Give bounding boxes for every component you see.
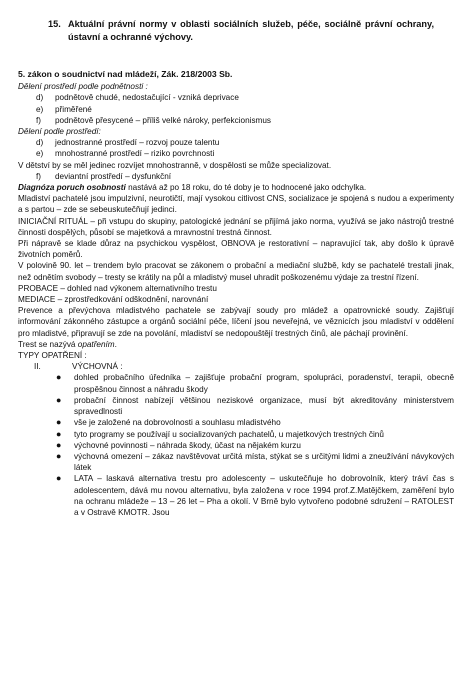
bullet-icon: ●: [56, 450, 62, 461]
paragraph-polovine: V polovině 90. let – trendem bylo pracovat se zákonem o probační a mediační službě, kdy se pachatelé trestali jinak, než odnětím svobody – tresty se krátily na půl a mladistvý musel uhradit poškozenému výdaje za trestní řízení.: [18, 261, 454, 282]
trest-lead: Trest se nazývá: [18, 339, 78, 349]
list-item-text: LATA – laskavá alternativa trestu pro adolescenty – uskutečňuje ho dobrovolník, který tráví čas s adolescentem, dává mu novou alternativu, byla založena v roce 1994 prof.Z.Matějčkem, zaměření bylo na ochranu mládeže – 13 – 26 let – Pha a okolí. V Brně bylo vytvořeno podobné sdružení – RATOLEST a v Ostravě KMOTR. Jsou: [74, 474, 454, 517]
list-item-label: e): [36, 104, 44, 114]
list-item: [18, 115, 454, 126]
list-item: [18, 92, 454, 103]
paragraph-mediace: MEDIACE – zprostředkování odškodnění, narovnání: [18, 295, 209, 305]
paragraph-trest: [18, 339, 454, 350]
list-item-label: e): [36, 149, 44, 159]
section-title: 5. zákon o soudnictví nad mládeží, Zák. 218/2003 Sb.: [18, 69, 233, 79]
list-item-label: f): [36, 171, 42, 181]
bullet-icon: ●: [56, 428, 62, 439]
paragraph-detstvi: V dětství by se měl jedinec rozvíjet mnohostranně, v dospělosti se může specializovat.: [18, 160, 332, 170]
list-item: [18, 440, 454, 451]
diagnoza-rest: nastává až po 18 roku, do té doby je to hodnocené jako odchylka.: [125, 183, 367, 193]
list-item: [18, 171, 454, 182]
paragraph-naprave: Při nápravě se klade důraz na psychickou vyspělost, OBNOVA je restorativní – napravující tak, aby došlo k úpravě životních poměrů.: [18, 239, 454, 260]
bullet-icon: ●: [56, 394, 62, 405]
list-item: [18, 473, 454, 518]
list-item-label: d): [36, 93, 44, 103]
list-item-label: f): [36, 115, 42, 125]
deleni-prostredi-title: Dělení podle prostředí:: [18, 127, 101, 137]
list-item-text: mnohostranné prostředí – riziko povrchnosti: [55, 149, 215, 159]
list-item: [18, 104, 454, 115]
list-item-label: d): [36, 138, 44, 148]
roman-list-item: [18, 361, 454, 372]
typy-opatreni-title: TYPY OPATŘENÍ :: [18, 351, 87, 361]
heading-number: 15.: [48, 19, 61, 29]
diagnoza-lead: Diagnóza poruch osobnosti: [18, 183, 126, 193]
list-item: [18, 395, 454, 417]
list-item: [18, 372, 454, 394]
deleni-podnetnost-list: [18, 92, 454, 126]
list-item-text: výchovná omezení – zákaz navštěvovat určitá místa, stýkat se s určitými lidmi a zneužívání návykových látek: [74, 451, 454, 473]
list-item: [18, 451, 454, 473]
list-item-text: podnětově přesycené – příliš velké nároky, perfekcionismus: [55, 115, 272, 125]
list-item: [18, 137, 454, 148]
paragraph-diagnoza: [18, 182, 454, 193]
list-item-text: výchovné povinnosti – náhrada škody, účast na nějakém kurzu: [74, 440, 301, 450]
paragraph-iniciacni: INICIAČNÍ RITUÁL – při vstupu do skupiny, patologické jednání se přijímá jako norma, využívá se jako nástrojů trestné činnosti dospělých, působí se majetková a mravnostní trestná činnost.: [18, 216, 454, 237]
list-item: [18, 148, 454, 159]
bullet-icon: ●: [56, 473, 62, 484]
list-item-text: podnětově chudé, nedostačující - vzniká deprivace: [55, 93, 239, 103]
list-item-text: přiměřené: [55, 104, 92, 114]
paragraph-probace: PROBACE – dohled nad výkonem alternativního trestu: [18, 283, 217, 293]
deleni-podnetnost-title: Dělení prostředí podle podnětnosti :: [18, 82, 148, 92]
bullet-icon: ●: [56, 417, 62, 428]
trest-end: .: [114, 339, 117, 349]
heading-text: Aktuální právní normy v oblasti sociálních služeb, péče, sociálně právní ochrany, ústavní a ochranné výchovy.: [68, 19, 434, 42]
deleni-prostredi-list: [18, 137, 454, 159]
list-item-text: tyto programy se používají u socializovaných pachatelů, u majetkových trestných činů: [74, 429, 384, 439]
trest-italic: opatřením: [77, 339, 115, 349]
list-item: [18, 417, 454, 428]
roman-label: II.: [34, 362, 41, 372]
bullet-list: [18, 372, 454, 518]
bullet-icon: ●: [56, 372, 62, 383]
list-item-text: dohled probačního úředníka – zajišťuje probační program, spolupráci, poradenství, terapii, obecně prospěšnou činnost a náhradu škody: [74, 373, 454, 394]
roman-text: VÝCHOVNÁ :: [72, 362, 123, 372]
list-item-text: jednostranné prostředí – rozvoj pouze talentu: [55, 138, 220, 148]
question-heading: [48, 18, 454, 43]
paragraph-mladistvi: Mladiství pachatelé jsou impulzivní, neurotičtí, mají vysokou citlivost CNS, socializace je spojená s nudou a experimenty a s partou – zde se sebeuskutečňují jedinci.: [18, 194, 454, 215]
list-item-text: probační činnost nabízejí většinou neziskové organizace, musí být akreditovány ministerstvem spravedlnosti: [74, 395, 454, 417]
list-item-text: deviantní prostředí – dysfunkční: [55, 171, 172, 181]
list-item: [18, 429, 454, 440]
list-item-text: vše je založené na dobrovolnosti a souhlasu mladistvého: [74, 418, 281, 428]
bullet-icon: ●: [56, 439, 62, 450]
paragraph-prevence: Prevence a převýchova mladistvého pachatele se zabývají soudy pro mládež a opatrovnické soudy. Zajišťují informování zákonného zástupce a orgánů sociální péče, líčení jsou neveřejná, ve věznicích jsou mladiství v oddělení pro mladistvé, připravují se zde na povolání, mladiství se nedopouštějí trestných činů, ale páchají provinění.: [18, 306, 454, 338]
